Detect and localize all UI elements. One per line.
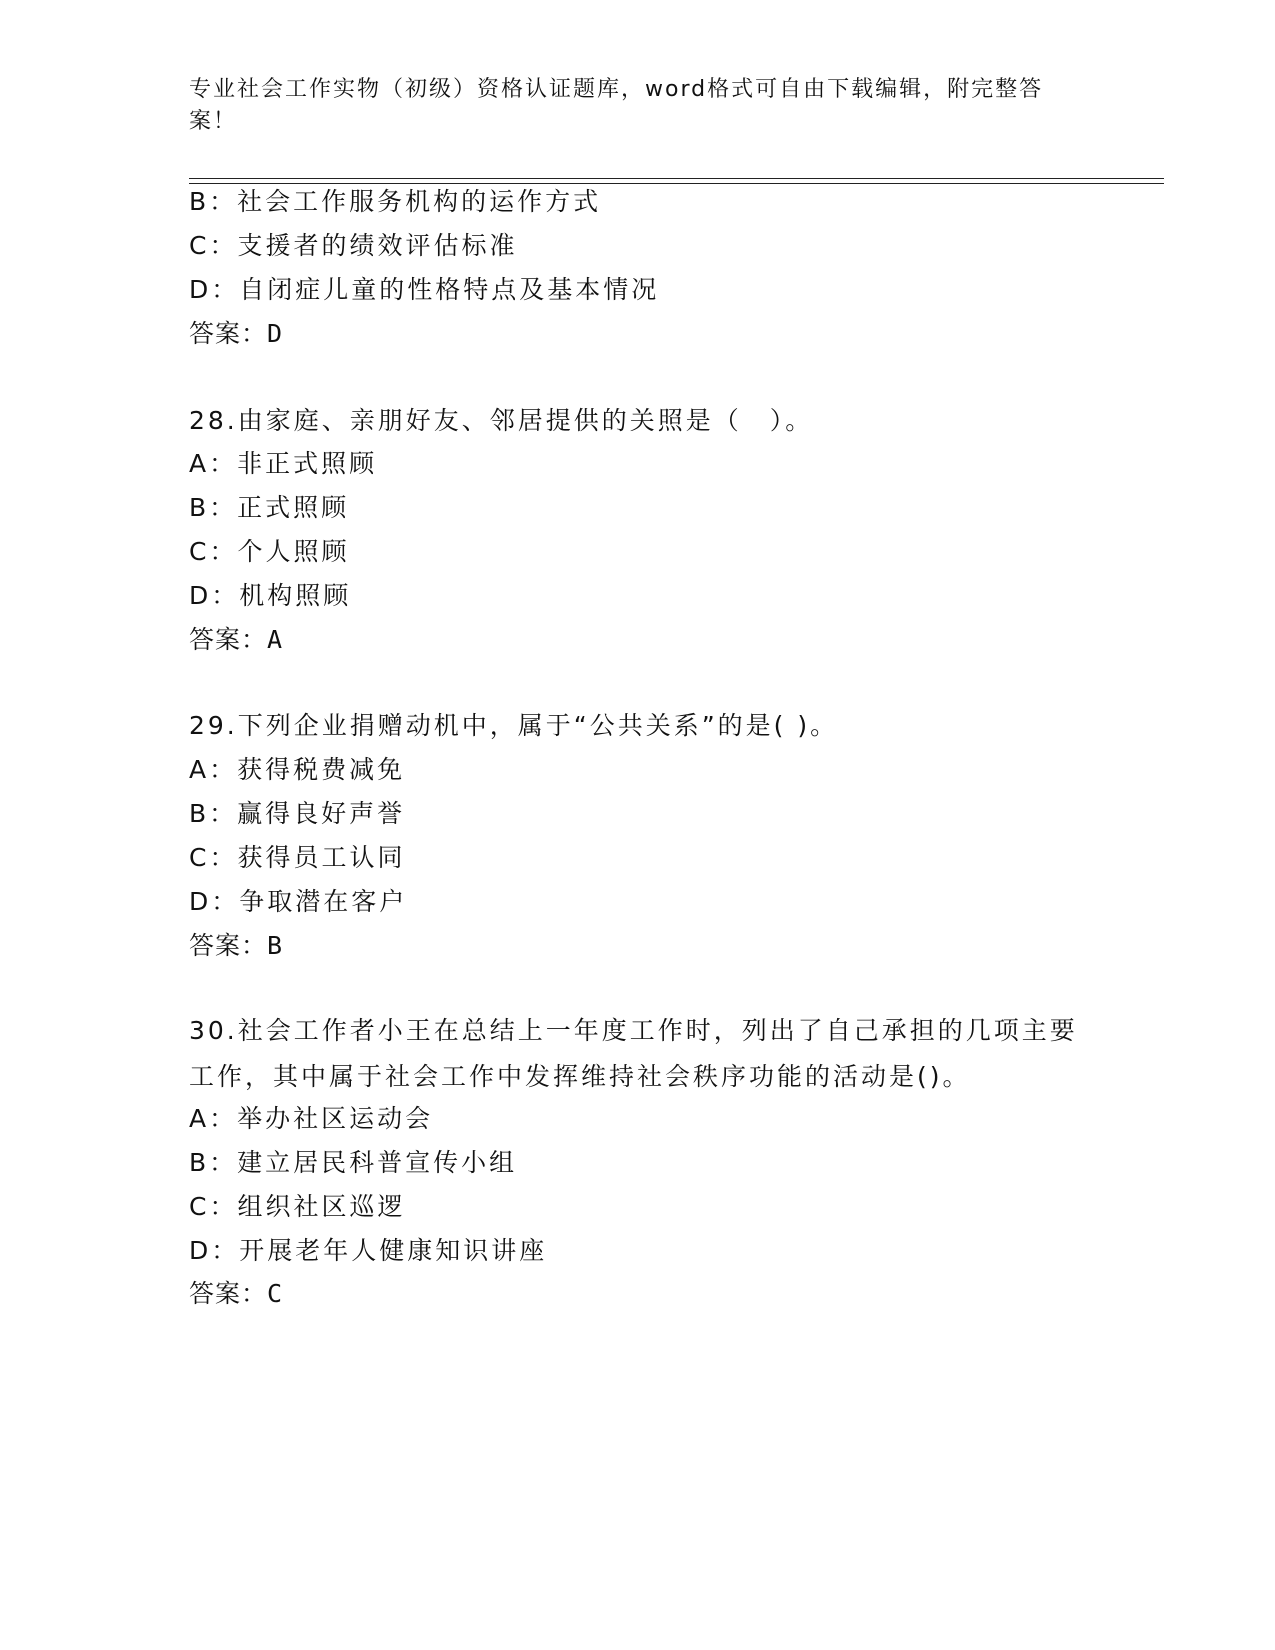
question-30-option-c: C：组织社区巡逻 — [189, 1192, 406, 1221]
question-29-answer — [189, 929, 283, 963]
answer-label: 答案： — [189, 319, 268, 348]
page-header: 专业社会工作实物（初级）资格认证题库，word格式可自由下载编辑，附完整答案！ — [189, 77, 1044, 134]
answer-line — [189, 317, 283, 351]
option-c: C：支援者的绩效评估标准 — [189, 231, 518, 260]
question-29-option-d: D：争取潜在客户 — [189, 887, 408, 916]
question-29-text: 29.下列企业捐赠动机中，属于“公共关系”的是( )。 — [189, 711, 839, 740]
question-28-text: 28.由家庭、亲朋好友、邻居提供的关照是（ ）。 — [189, 406, 814, 435]
header-rule-top — [189, 178, 1164, 179]
question-29-option-a: A：获得税费减免 — [189, 755, 406, 784]
question-28-option-c: C：个人照顾 — [189, 537, 350, 566]
answer-value: A — [267, 625, 284, 654]
question-28-option-d: D：机构照顾 — [189, 581, 352, 610]
answer-label: 答案： — [189, 931, 268, 960]
question-30-option-a: A：举办社区运动会 — [189, 1104, 434, 1133]
header-rule-bottom — [189, 183, 1164, 184]
question-30-option-d: D：开展老年人健康知识讲座 — [189, 1236, 548, 1265]
answer-value: B — [267, 931, 284, 960]
answer-value: C — [267, 1279, 284, 1308]
question-28-option-b: B：正式照顾 — [189, 493, 350, 522]
question-30-text: 30.社会工作者小王在总结上一年度工作时，列出了自己承担的几项主要工作，其中属于社会工作中发挥维持社会秩序功能的活动是()。 — [189, 1016, 1078, 1091]
answer-value: D — [267, 319, 284, 348]
question-28-option-a: A：非正式照顾 — [189, 449, 378, 478]
option-d: D：自闭症儿童的性格特点及基本情况 — [189, 275, 660, 304]
question-30-option-b: B：建立居民科普宣传小组 — [189, 1148, 518, 1177]
option-b: B：社会工作服务机构的运作方式 — [189, 187, 602, 216]
answer-label: 答案： — [189, 1279, 268, 1308]
question-29-option-b: B：赢得良好声誉 — [189, 799, 406, 828]
question-30-answer — [189, 1277, 283, 1311]
question-28-answer — [189, 623, 283, 657]
question-29-option-c: C：获得员工认同 — [189, 843, 406, 872]
answer-label: 答案： — [189, 625, 268, 654]
